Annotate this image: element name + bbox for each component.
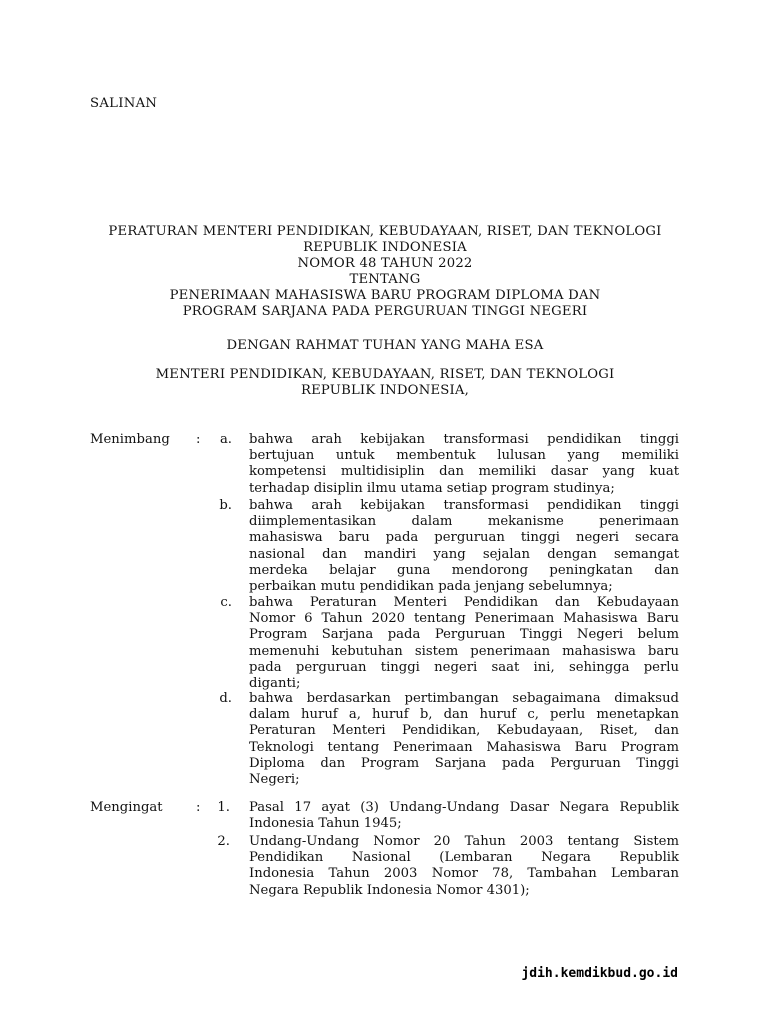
item-marker: 2.	[217, 834, 230, 849]
minister-line: MENTERI PENDIDIKAN, KEBUDAYAAN, RISET, DAN TEKNOLOGI	[155, 367, 615, 382]
invocation	[88, 338, 682, 354]
item-line: bahwa arah kebijakan transformasi pendidikan tinggi	[249, 498, 679, 513]
item-line: kompetensi multidisiplin dan memiliki dasar yang kuat	[249, 464, 679, 480]
regulation-title	[88, 224, 682, 320]
title-line: PENERIMAAN MAHASISWA BARU PROGRAM DIPLOMA DAN	[169, 288, 601, 303]
item-line: diganti;	[249, 676, 301, 692]
item-text	[249, 498, 679, 595]
item-line: Undang-Undang Nomor 20 Tahun 2003 tentang Sistem	[249, 834, 679, 849]
minister-heading	[88, 367, 682, 399]
title-line: REPUBLIK INDONESIA	[303, 240, 467, 255]
title-line: TENTANG	[349, 272, 421, 287]
item-line: Pendidikan Nasional (Lembaran Negara Republik	[249, 850, 679, 866]
item-line: bahwa Peraturan Menteri Pendidikan dan Kebudayaan	[249, 595, 679, 610]
item-line: pada perguruan tinggi negeri saat ini, sehingga perlu	[249, 659, 679, 675]
item-line: merdeka belajar guna mendorong peningkatan dan	[249, 562, 679, 578]
item-marker: d.	[219, 691, 232, 706]
title-line: NOMOR 48 TAHUN 2022	[297, 256, 473, 271]
item-line: Peraturan Menteri Pendidikan, Kebudayaan, Riset, dan	[249, 723, 679, 739]
item-line: terhadap disiplin ilmu utama setiap program studinya;	[249, 480, 615, 496]
item-line: Negara Republik Indonesia Nomor 4301);	[249, 882, 530, 898]
footer-source-link[interactable]: jdih.kemdikbud.go.id	[521, 966, 678, 981]
item-marker: 1.	[217, 800, 230, 815]
salinan-label: SALINAN	[90, 96, 158, 111]
mengingat-label: Mengingat	[90, 800, 163, 815]
item-line: Diploma dan Program Sarjana pada Perguruan Tinggi	[249, 755, 679, 771]
menimbang-colon: :	[196, 432, 201, 447]
title-line: PERATURAN MENTERI PENDIDIKAN, KEBUDAYAAN, RISET, DAN TEKNOLOGI	[108, 224, 662, 239]
item-line: Indonesia Tahun 2003 Nomor 78, Tambahan Lembaran	[249, 866, 679, 882]
item-line: dalam huruf a, huruf b, dan huruf c, perlu menetapkan	[249, 707, 679, 723]
invocation-line: DENGAN RAHMAT TUHAN YANG MAHA ESA	[226, 338, 544, 353]
item-line: diimplementasikan dalam mekanisme penerimaan	[249, 514, 679, 530]
item-text	[249, 432, 679, 497]
item-line: nasional dan mandiri yang sejalan dengan semangat	[249, 546, 679, 562]
item-line: Pasal 17 ayat (3) Undang-Undang Dasar Negara Republik	[249, 800, 679, 815]
item-text	[249, 800, 679, 832]
item-line: perbaikan mutu pendidikan pada jenjang sebelumnya;	[249, 579, 613, 595]
item-text	[249, 691, 679, 788]
item-line: mahasiswa baru pada perguruan tinggi negeri secara	[249, 530, 679, 546]
item-line: Teknologi tentang Penerimaan Mahasiswa Baru Program	[249, 739, 679, 755]
item-line: Program Sarjana pada Perguruan Tinggi Negeri belum	[249, 627, 679, 643]
item-marker: b.	[219, 498, 232, 513]
item-line: Indonesia Tahun 1945;	[249, 816, 402, 832]
item-line: memenuhi kebutuhan sistem penerimaan mahasiswa baru	[249, 643, 679, 659]
item-line: Nomor 6 Tahun 2020 tentang Penerimaan Mahasiswa Baru	[249, 611, 679, 627]
menimbang-label: Menimbang	[90, 432, 170, 447]
item-marker: c.	[220, 595, 232, 610]
item-line: Negeri;	[249, 772, 300, 788]
item-marker: a.	[219, 432, 232, 447]
mengingat-colon: :	[196, 800, 201, 815]
item-line: bahwa berdasarkan pertimbangan sebagaimana dimaksud	[249, 691, 679, 706]
item-text	[249, 834, 679, 899]
title-line: PROGRAM SARJANA PADA PERGURUAN TINGGI NEGERI	[182, 304, 588, 319]
item-line: bahwa arah kebijakan transformasi pendidikan tinggi	[249, 432, 679, 447]
item-line: bertujuan untuk membentuk lulusan yang memiliki	[249, 448, 679, 464]
item-text	[249, 595, 679, 692]
minister-line: REPUBLIK INDONESIA,	[300, 383, 470, 398]
